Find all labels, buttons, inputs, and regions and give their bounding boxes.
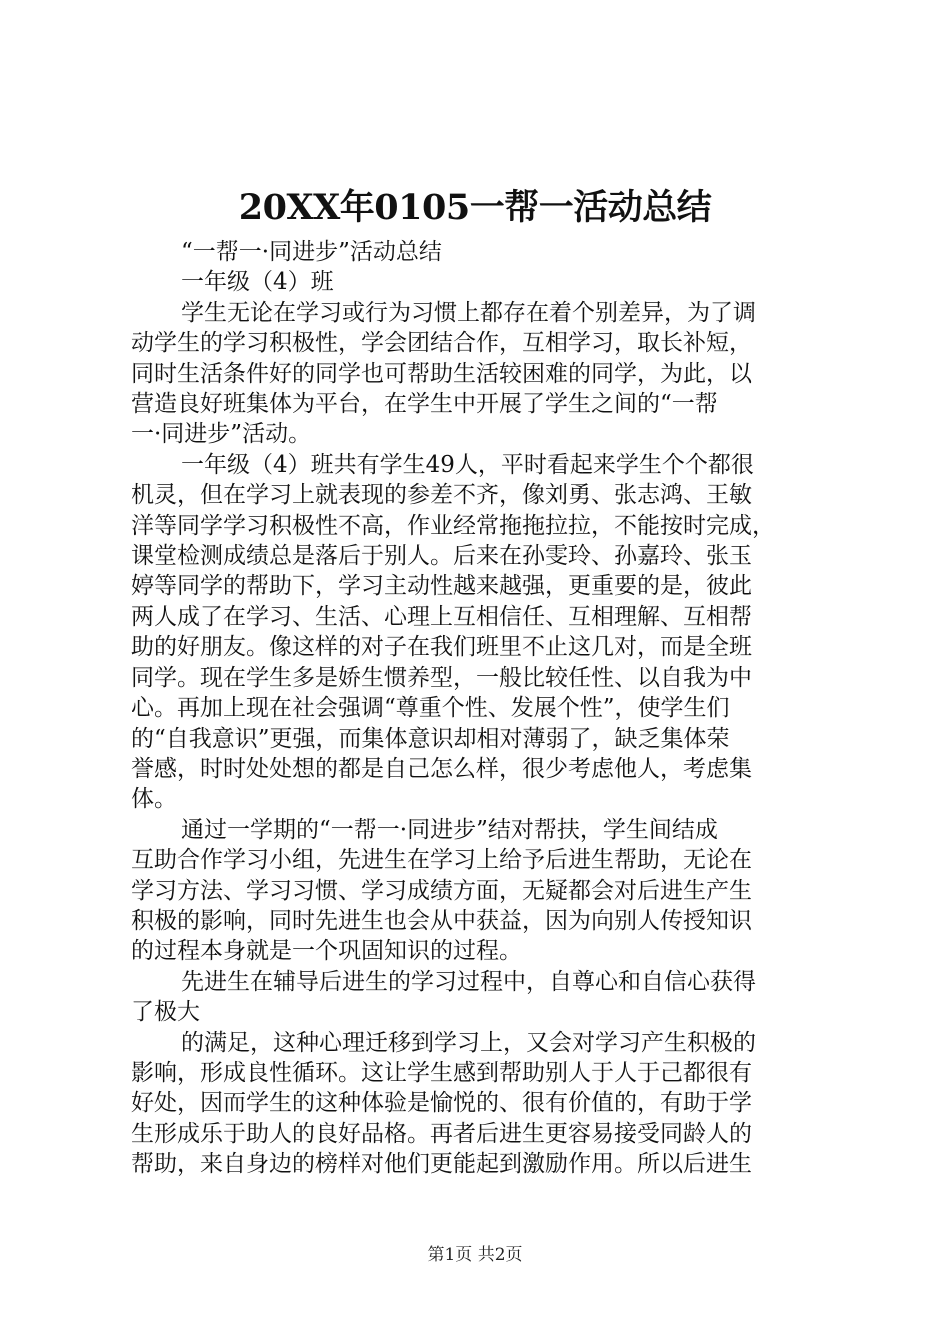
paragraph-line: 了极大 [131,999,200,1026]
page-footer: 第1页 共2页 [427,1245,523,1265]
page-title: 20XX年0105一帮一活动总结 [238,187,712,228]
paragraph-line: 学习方法、学习习惯、学习成绩方面，无疑都会对后进生产生 [131,877,752,904]
paragraph-line: 动学生的学习积极性，学会团结合作，互相学习，取长补短， [131,330,752,357]
paragraph-line: 生形成乐于助人的良好品格。再者后进生更容易接受同龄人的 [131,1120,752,1147]
paragraph-line: 通过一学期的“一帮一·同进步”结对帮扶，学生间结成 [181,816,718,843]
paragraph-line: 体。 [131,786,177,813]
paragraph-line: 助的好朋友。像这样的对子在我们班里不止这几对，而是全班 [131,634,752,661]
paragraph-line: 婷等同学的帮助下，学习主动性越来越强，更重要的是，彼此 [131,573,752,600]
paragraph-line: 的满足，这种心理迁移到学习上，又会对学习产生积极的 [181,1029,756,1056]
paragraph-line: 先进生在辅导后进生的学习过程中，自尊心和自信心获得 [181,968,756,995]
paragraph-line: 互助合作学习小组，先进生在学习上给予后进生帮助，无论在 [131,847,752,874]
paragraph-line: 心。再加上现在社会强调“尊重个性、发展个性”，使学生们 [131,695,730,722]
paragraph-line: 营造良好班集体为平台，在学生中开展了学生之间的“一帮 [131,391,718,418]
paragraph-line: 两人成了在学习、生活、心理上互相信任、互相理解、互相帮 [131,603,752,630]
subtitle: “一帮一·同进步”活动总结 [181,239,442,265]
document-body [131,237,836,1180]
class-label: 一年级（4）班 [181,269,334,296]
paragraph-line: 机灵，但在学习上就表现的参差不齐，像刘勇、张志鸿、王敏 [131,482,752,509]
paragraph-line: 的过程本身就是一个巩固知识的过程。 [131,938,522,965]
paragraph-line: 帮助，来自身边的榜样对他们更能起到激励作用。所以后进生 [131,1151,752,1178]
paragraph-line: 课堂检测成绩总是落后于别人。后来在孙雯玲、孙嘉玲、张玉 [131,543,752,570]
paragraph-line: 一年级（4）班共有学生49人，平时看起来学生个个都很 [181,451,754,478]
paragraph-line: 积极的影响，同时先进生也会从中获益，因为向别人传授知识 [131,907,752,934]
paragraph-line: 誉感，时时处处想的都是自己怎么样，很少考虑他人，考虑集 [131,755,752,782]
paragraph-line: 的“自我意识”更强，而集体意识却相对薄弱了，缺乏集体荣 [131,725,730,752]
paragraph-line: 一·同进步”活动。 [131,421,312,448]
paragraph-line: 同学。现在学生多是娇生惯养型，一般比较任性、以自我为中 [131,664,752,691]
paragraph-line: 洋等同学学习积极性不高，作业经常拖拖拉拉，不能按时完成， [131,512,775,539]
paragraph-line: 学生无论在学习或行为习惯上都存在着个别差异，为了调 [181,299,756,326]
paragraph-line: 同时生活条件好的同学也可帮助生活较困难的同学，为此，以 [131,360,752,387]
paragraph-line: 影响，形成良性循环。这让学生感到帮助别人于人于己都很有 [131,1059,752,1086]
paragraph-line: 好处，因而学生的这种体验是愉悦的、很有价值的，有助于学 [131,1090,752,1117]
